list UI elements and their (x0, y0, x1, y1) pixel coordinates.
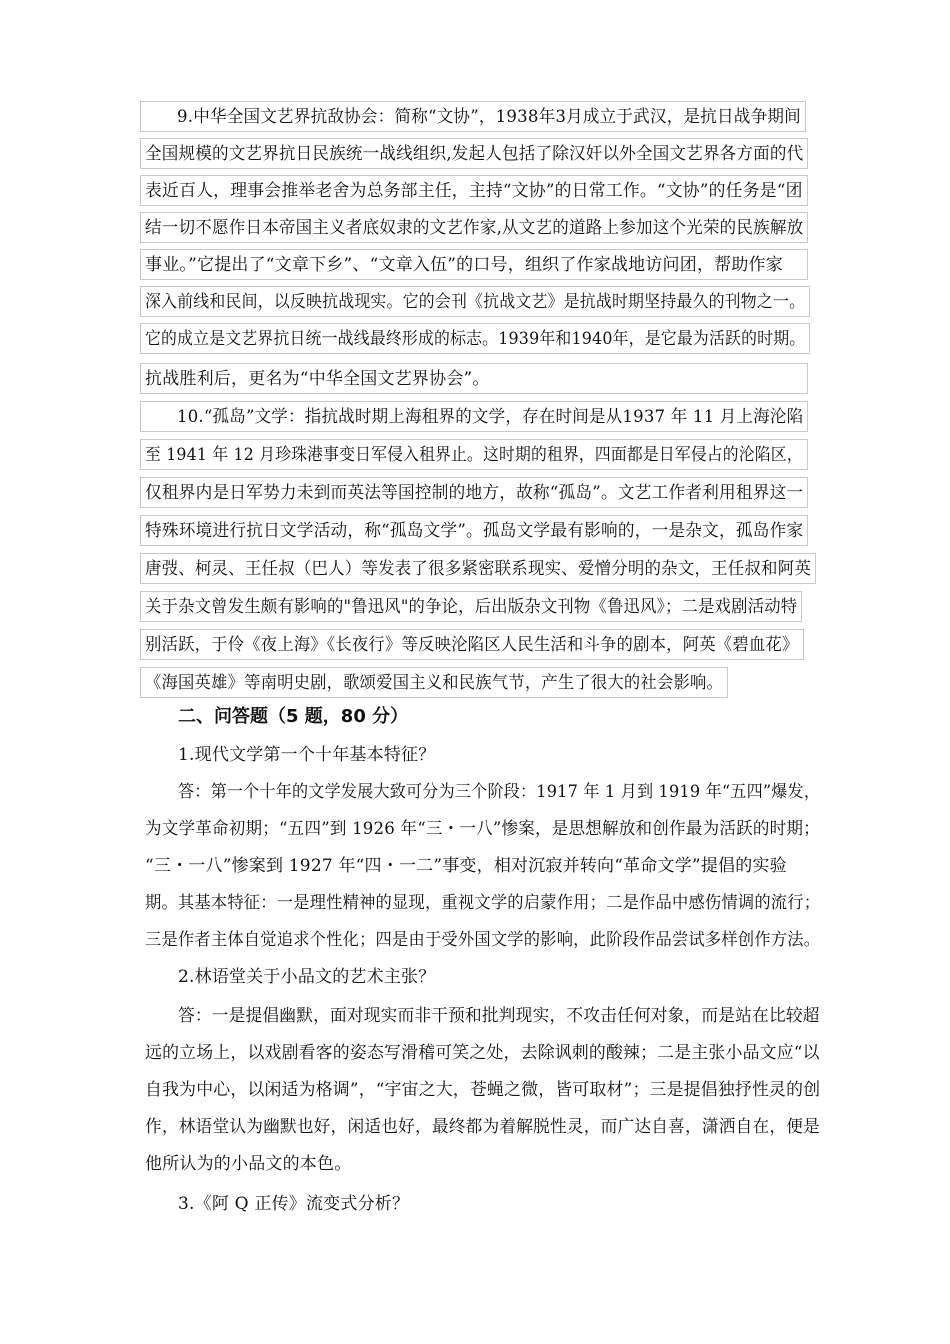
term-10-line: 别活跃，于伶《夜上海》《长夜行》等反映沦陷区人民生活和斗争的剧本，阿英《碧血花》 (140, 629, 804, 660)
answer-1-line: 为文学革命初期；“五四”到 1926 年“三・一八”惨案，是思想解放和创作最为活跃的时期； (145, 819, 820, 839)
term-9-line: 抗战胜利后，更名为“中华全国文艺界协会”。 (140, 363, 808, 394)
term-10-line: 至 1941 年 12 月珍珠港事变日军侵入租界止。这时期的租界，四面都是日军侵占的沦陷区， (140, 439, 808, 470)
term-9-line: 它的成立是文艺界抗日统一战线最终形成的标志。1939年和1940年，是它最为活跃的时期。 (140, 323, 810, 354)
answer-2-line: 自我为中心，以闲适为格调”，“宇宙之大，苍蝇之微，皆可取材”；三是提倡独抒性灵的创 (145, 1080, 821, 1100)
term-9-line: 表近百人，理事会推举老舍为总务部主任，主持“文协”的日常工作。“文协”的任务是“团 (140, 175, 808, 206)
term-9-line: 全国规模的文艺界抗日民族统一战线组织,发起人包括了除汉奸以外全国文艺界各方面的代 (140, 138, 808, 169)
term-9-line: 9.中华全国文艺界抗敌协会：简称“文协”，1938年3月成立于武汉，是抗日战争期间 (140, 101, 806, 132)
answer-1-line: 三是作者主体自觉追求个性化；四是由于受外国文学的影响，此阶段作品尝试多样创作方法。 (145, 930, 821, 950)
question-1: 1.现代文学第一个十年基本特征？ (178, 745, 436, 765)
answer-2-line: 他所认为的小品文的本色。 (145, 1154, 352, 1174)
answer-2-line: 作，林语堂认为幽默也好，闲适也好，最终都为着解脱性灵，而广达自喜，潇洒自在，便是 (145, 1117, 820, 1137)
term-10-line: 关于杂文曾发生颇有影响的"鲁迅风"的争论，后出版杂文刊物《鲁迅风》；二是戏剧活动特 (140, 591, 802, 622)
answer-1-line: 期。其基本特征：一是理性精神的显现，重视文学的启蒙作用；二是作品中感伤情调的流行； (145, 893, 821, 913)
section-heading: 二、问答题（5 题，80 分） (178, 706, 409, 727)
question-2: 2.林语堂关于小品文的艺术主张？ (178, 967, 436, 987)
answer-2-line: 答：一是提倡幽默，面对现实而非干预和批判现实，不攻击任何对象，而是站在比较超 (178, 1006, 820, 1026)
term-10-line: 仅租界内是日军势力未到而英法等国控制的地方，故称“孤岛”。文艺工作者利用租界这一 (140, 477, 808, 508)
term-10-line: 《海国英雄》等南明史剧，歌颂爱国主义和民族气节，产生了很大的社会影响。 (140, 667, 728, 698)
answer-1-line: 答：第一个十年的文学发展大致可分为三个阶段：1917 年 1 月到 1919 年“五四”爆发， (178, 782, 821, 802)
term-9-line: 事业。”它提出了“文章下乡”、“文章入伍”的口号，组织了作家战地访问团，帮助作家 (140, 249, 808, 280)
question-3: 3.《阿 Q 正传》流变式分析？ (178, 1194, 410, 1214)
term-10-line: 10.“孤岛”文学：指抗战时期上海租界的文学，存在时间是从1937 年 11 月上海沦陷 (140, 401, 808, 432)
term-9-line: 结一切不愿作日本帝国主义者底奴隶的文艺作家,从文艺的道路上参加这个光荣的民族解放 (140, 212, 808, 243)
term-9-line: 深入前线和民间，以反映抗战现实。它的会刊《抗战文艺》是抗战时期坚持最久的刊物之一。 (140, 286, 810, 317)
term-10-line: 特殊环境进行抗日文学活动，称“孤岛文学”。孤岛文学最有影响的，一是杂文，孤岛作家 (140, 515, 808, 546)
term-10-line: 唐弢、柯灵、王任叔（巴人）等发表了很多紧密联系现实、爱憎分明的杂文，王任叔和阿英 (140, 553, 816, 584)
answer-2-line: 远的立场上，以戏剧看客的姿态写滑稽可笑之处，去除讽刺的酸辣；二是主张小品文应“以 (145, 1043, 820, 1063)
answer-1-line: “三・一八”惨案到 1927 年“四・一二”事变，相对沉寂并转向“革命文学”提倡的实验 (145, 856, 787, 876)
